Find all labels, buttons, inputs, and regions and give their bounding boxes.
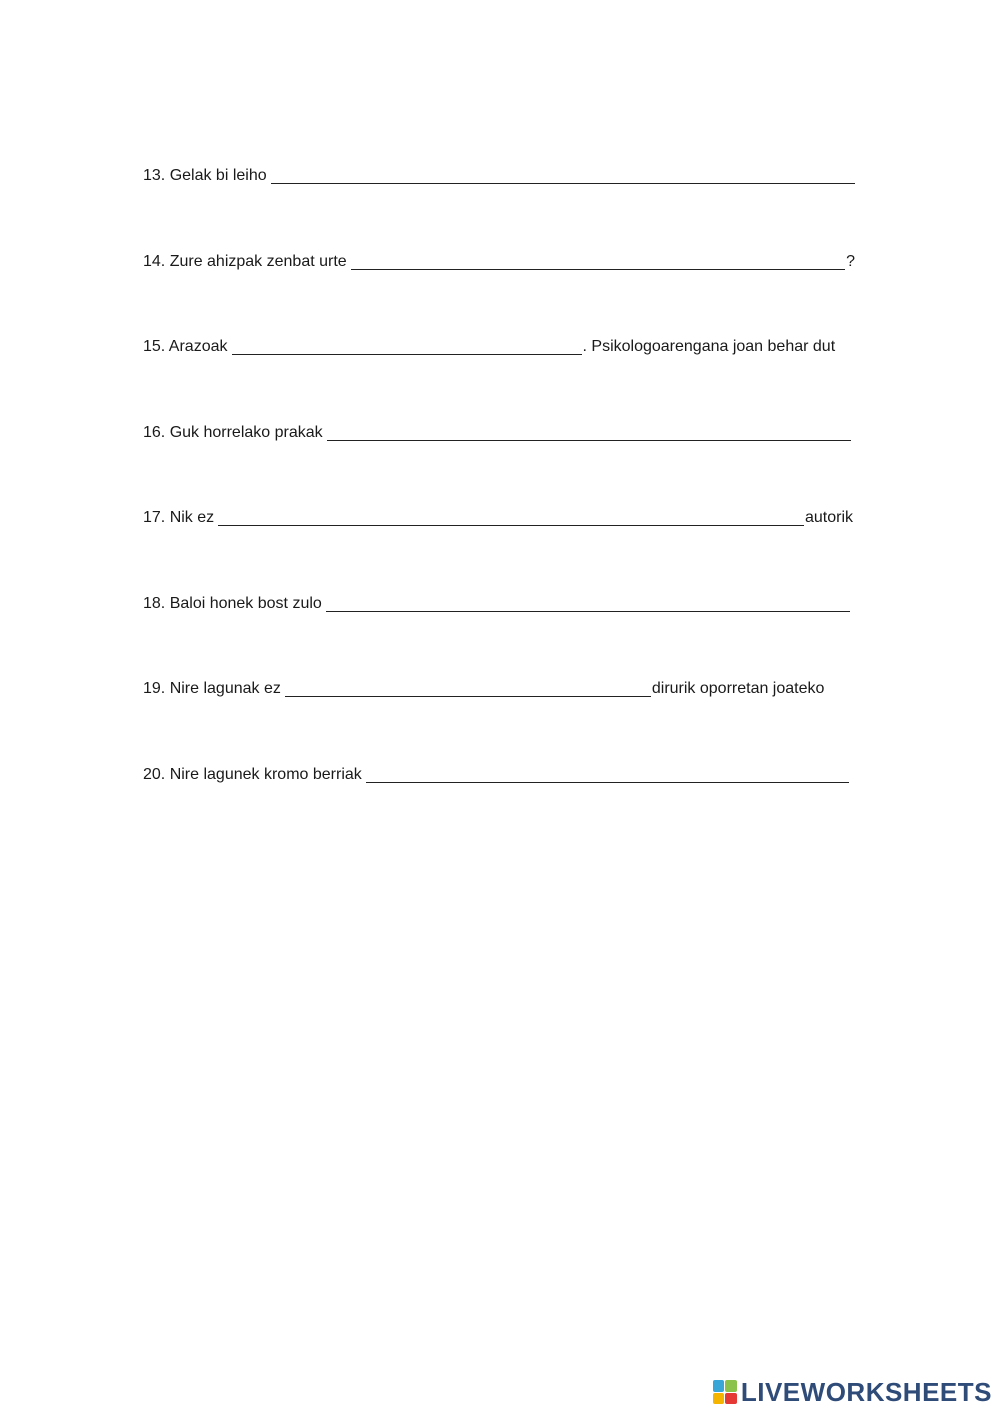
- question-20-answer-field[interactable]: [366, 765, 849, 783]
- question-17-prompt: 17. Nik ez: [143, 509, 215, 526]
- question-13-prompt: 13. Gelak bi leiho: [143, 167, 267, 184]
- question-18-answer-field[interactable]: [326, 594, 850, 612]
- question-13: [143, 160, 855, 186]
- question-20-prompt: 20. Nire lagunek kromo berriak: [143, 766, 362, 783]
- liveworksheets-watermark: [713, 1377, 992, 1407]
- question-19-answer-field[interactable]: [285, 679, 651, 697]
- logo-tile-1: [713, 1380, 725, 1392]
- question-14-answer-field[interactable]: [351, 252, 845, 270]
- question-17-answer-field[interactable]: [218, 508, 804, 526]
- question-19: [143, 673, 848, 699]
- question-15-answer-field[interactable]: [232, 337, 582, 355]
- question-19-prompt: 19. Nire lagunak ez: [143, 680, 281, 697]
- logo-tile-4: [725, 1393, 737, 1405]
- question-14-suffix: ?: [846, 253, 855, 270]
- watermark-text: LIVEWORKSHEETS: [740, 1376, 992, 1407]
- question-17-suffix: autorik: [804, 509, 853, 526]
- question-18-prompt: 18. Baloi honek bost zulo: [143, 595, 322, 612]
- question-16: [143, 417, 851, 443]
- question-16-answer-field[interactable]: [327, 423, 851, 441]
- logo-tile-3: [713, 1393, 725, 1405]
- question-13-answer-field[interactable]: [271, 166, 855, 184]
- question-20: [143, 759, 849, 785]
- question-16-prompt: 16. Guk horrelako prakak: [143, 424, 323, 441]
- question-18: [143, 588, 850, 614]
- question-15: [143, 331, 851, 357]
- question-17: [143, 502, 853, 528]
- question-14: [143, 246, 855, 272]
- liveworksheets-logo-icon: [713, 1380, 737, 1404]
- question-14-prompt: 14. Zure ahizpak zenbat urte: [143, 253, 347, 270]
- question-19-suffix: dirurik oporretan joateko: [651, 680, 825, 697]
- logo-tile-2: [725, 1380, 737, 1392]
- question-15-prompt: 15. Arazoak: [143, 338, 228, 355]
- question-15-suffix: . Psikologoarengana joan behar dut: [582, 338, 836, 355]
